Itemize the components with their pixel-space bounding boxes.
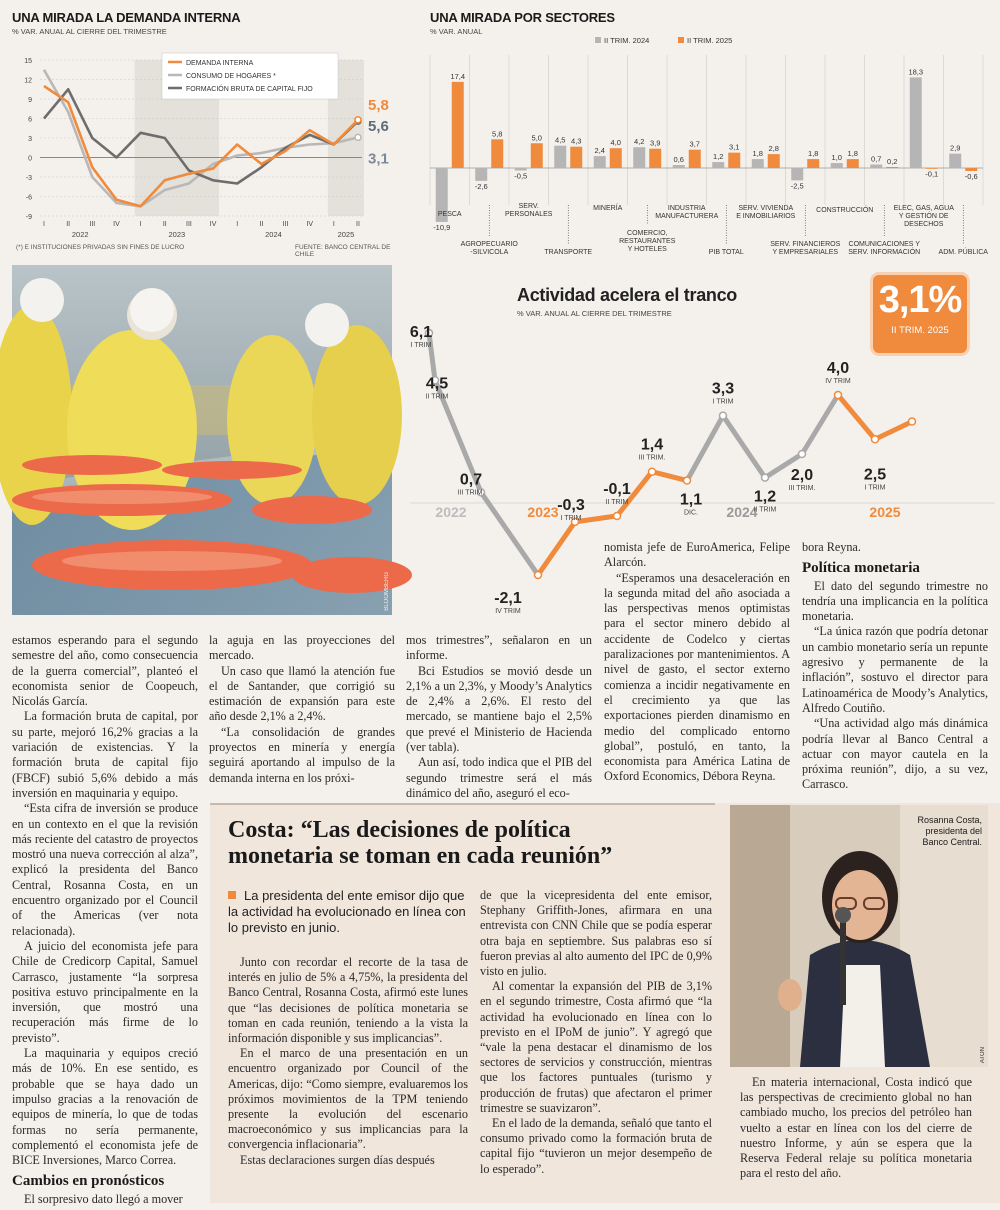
legend-label: DEMANDA INTERNA — [186, 60, 254, 67]
bar-2024 — [475, 168, 487, 181]
bar-2024 — [633, 147, 645, 168]
bar-2025 — [768, 154, 780, 168]
article-column-3 — [406, 633, 592, 801]
bar-value-label: 5,0 — [531, 133, 542, 143]
year-label: 2025 — [337, 230, 355, 239]
col1-para: A juicio del economista jefe para Chile de Credicorp Capital, Samuel Carrasco, justamente “la sorpresa positiva estuvo principalmente en la inversión, que mostró una recuperación más firme de lo previsto”. — [12, 938, 198, 1045]
x-tick-label: I — [236, 221, 239, 228]
bar-2025 — [610, 148, 622, 168]
bar-value-label: 1,2 — [713, 152, 724, 162]
point-period-label: I TRIM — [560, 514, 582, 522]
box-column-mid — [480, 888, 712, 1177]
box-rule — [210, 803, 715, 805]
chart-sectores — [430, 10, 990, 260]
point-value-label: 1,2 — [753, 488, 777, 506]
chart2-subtitle: % VAR. ANUAL — [430, 27, 483, 36]
bar-value-label: 3,7 — [689, 139, 700, 149]
x-tick-label: IV — [306, 221, 314, 228]
x-tick-label: IV — [209, 221, 217, 228]
bar-value-label: 1,8 — [752, 149, 763, 159]
box-lead-text: La presidenta del ente emisor dijo que la actividad ha evolucionado en línea con lo previsto en junio. — [228, 888, 466, 935]
category-label: SERV. VIVIENDA E INMOBILIARIOS — [736, 205, 796, 220]
col2-para: la aguja en las proyecciones del mercado. — [209, 633, 395, 663]
category-label: AGROPECUARIO -SILVICOLA — [460, 241, 518, 256]
point-period-label: I TRIM — [712, 398, 734, 406]
category-label: TRANSPORTE — [544, 249, 593, 256]
col3-para: Bci Estudios se movió desde un 2,1% a un 2,3%, y Moody’s Analytics de 2,4% a 2,6%. El resto del mercado, se mantiene bajo el 2,5% que prevé el Ministerio de Hacienda (ver tabla). — [406, 663, 592, 755]
point-value-label: -0,1 — [603, 480, 631, 498]
series-endpoint — [355, 117, 361, 123]
bar-value-label: 0,6 — [673, 155, 684, 165]
bar-2024 — [554, 146, 566, 168]
chart1-title: UNA MIRADA LA DEMANDA INTERNA — [12, 10, 241, 25]
x-tick-label: II — [356, 221, 360, 228]
bar-value-label: 17,4 — [450, 71, 466, 81]
bar-2025 — [847, 159, 859, 168]
bullet-square-icon — [228, 891, 236, 899]
legend-swatch — [678, 37, 684, 43]
year-label: 2022 — [435, 504, 467, 520]
bar-2024 — [910, 77, 922, 168]
category-label: PESCA — [437, 211, 462, 218]
col1-para: estamos esperando para el segundo semestre del año, como consecuencia de la guerra comercial”, planteó el economista senior de Coopeuch, Nicolás García. — [12, 633, 198, 709]
legend-label: II TRIM. 2024 — [604, 36, 650, 45]
y-tick-label: -6 — [25, 194, 32, 202]
bar-value-label: 1,8 — [847, 149, 858, 159]
bar-2025 — [531, 143, 543, 168]
growth-badge-value: 3,1% — [878, 279, 962, 321]
point-period-label: II TRIM — [425, 393, 449, 401]
bar-2024 — [673, 165, 685, 168]
point-period-label: II TRIM — [605, 498, 629, 506]
legend-label: FORMACIÓN BRUTA DE CAPITAL FIJO — [186, 86, 313, 93]
x-tick-label: III — [186, 221, 192, 228]
point-period-label: III TRIM. — [457, 489, 485, 497]
point-value-label: 1,1 — [679, 491, 703, 509]
bar-2025 — [807, 159, 819, 168]
bar-2025 — [649, 149, 661, 168]
line-2024 — [687, 395, 838, 481]
category-label: ELEC, GAS, AGUA Y GESTIÓN DE DESECHOS — [893, 205, 954, 228]
data-point — [614, 512, 621, 519]
point-period-label: II TRIM — [753, 506, 777, 514]
x-tick-label: I — [139, 221, 142, 228]
y-tick-label: 6 — [28, 116, 32, 124]
chart1-footnote: (*) E INSTITUCIONES PRIVADAS SIN FINES DE LUCRO — [16, 244, 185, 251]
category-label: ADM. PÚBLICA — [938, 249, 988, 256]
bar-value-label: 2,9 — [950, 143, 961, 153]
point-value-label: 4,0 — [826, 360, 850, 377]
x-tick-label: II — [259, 221, 264, 228]
series-endpoint — [355, 134, 361, 140]
legend-label: CONSUMO DE HOGARES * — [186, 73, 276, 80]
bar-value-label: 4,3 — [571, 136, 582, 146]
end-value-label: 3,1 — [368, 150, 389, 168]
point-value-label: 4,5 — [425, 375, 449, 393]
growth-badge-label: II TRIM. 2025 — [891, 325, 949, 336]
col3-para: Aun así, todo indica que el PIB del segundo trimestre será el más dinámico del año, aseguró el eco- — [406, 755, 592, 800]
bar-value-label: -0,1 — [925, 169, 939, 179]
bar-2024 — [831, 163, 843, 168]
category-label: MINERÍA — [593, 205, 623, 212]
category-label: PIB TOTAL — [708, 249, 744, 256]
data-point — [535, 571, 542, 578]
bar-2025 — [570, 147, 582, 168]
bar-2025 — [886, 167, 898, 168]
bar-2024 — [949, 154, 961, 168]
bar-value-label: -0,5 — [514, 171, 528, 181]
bar-2024 — [870, 165, 882, 168]
x-tick-label: III — [282, 221, 289, 228]
col1-para: El sorpresivo dato llegó a mover — [24, 1191, 183, 1206]
chart1-subtitle: % VAR. ANUAL AL CIERRE DEL TRIMESTRE — [12, 27, 167, 36]
data-point — [720, 412, 727, 419]
article-column-5 — [802, 540, 988, 793]
year-label: 2022 — [71, 230, 89, 239]
box-para: Estas declaraciones surgen días después — [240, 1152, 435, 1167]
box-column-right — [740, 1075, 972, 1181]
data-point — [872, 436, 879, 443]
point-value-label: -2,1 — [494, 589, 522, 607]
bar-value-label: 5,8 — [492, 129, 503, 139]
photo-illustration — [12, 265, 392, 615]
chart1-legend — [162, 53, 338, 99]
photo-credit: BLOOMBERG — [384, 572, 390, 611]
box-para: de que la vicepresidenta del ente emisor, Stephany Griffith-Jones, afirmara en una entrevista con CNN Chile que se podía esperar otra baja en septiembre. Sus palabras eso sí fueron previas al alto aumento del IPC de 0,9% visto en julio. — [480, 888, 712, 979]
x-tick-label: I — [332, 221, 335, 228]
col1-para: La formación bruta de capital, por su parte, mejoró 16,2% gracias a la variación de existencias. Y la formación bruta de capital fijo (FBCF) subió 5,6% debido a más inversión en maquinaria y equipo. — [12, 709, 198, 800]
box-para: Junto con recordar el recorte de la tasa de interés en julio de 5% a 4,75%, la presidenta del Banco Central, Rosanna Costa, afirmó este lunes que “las decisiones de política monetaria se toman en cada reunión, teniendo a la vista la información disponible y sus implicancias”. — [228, 955, 468, 1046]
point-value-label: -0,3 — [557, 496, 585, 514]
end-value-label: 5,8 — [368, 96, 389, 114]
year-label: 2024 — [265, 230, 282, 239]
bar-value-label: 0,2 — [887, 157, 898, 167]
bar-value-label: 1,8 — [808, 149, 819, 159]
bar-value-label: -2,6 — [474, 181, 488, 191]
article-column-4 — [604, 540, 790, 785]
rosanna-costa-photo — [730, 805, 988, 1067]
chart3-subtitle: % VAR. ANUAL AL CIERRE DEL TRIMESTRE — [517, 309, 672, 318]
bar-2025 — [491, 139, 503, 168]
bar-value-label: 0,7 — [871, 154, 882, 164]
col5-para: El dato del segundo trimestre no tendría una implicancia en la política monetaria. — [802, 578, 988, 624]
col4-para: nomista jefe de EuroAmerica, Felipe Alarcón. — [604, 540, 790, 570]
col2-para: “La consolidación de grandes proyectos en minería y energía seguirá aportando al impulso de la demanda interna en los próxi- — [209, 724, 395, 785]
end-value-label: 5,6 — [368, 118, 389, 136]
growth-badge — [873, 275, 967, 353]
y-tick-label: -3 — [25, 175, 32, 182]
data-point — [762, 474, 769, 481]
chart2-plot — [430, 10, 990, 260]
bar-2025 — [689, 150, 701, 168]
box-column-left — [228, 955, 468, 1168]
category-label: SERV. FINANCIEROS Y EMPRESARIALES — [770, 241, 841, 256]
point-value-label: 0,7 — [459, 471, 483, 489]
data-point — [835, 392, 842, 399]
data-point — [649, 468, 656, 475]
bar-2024 — [752, 159, 764, 168]
x-tick-label: II — [66, 221, 71, 228]
point-value-label: 6,1 — [409, 324, 433, 342]
point-value-label: 3,3 — [711, 380, 735, 398]
box-para: En el lado de la demanda, señaló que tanto el consumo privado como la formación bruta de capital fijo “tuvieron un mejor desempeño de lo esperado”. — [480, 1116, 712, 1176]
point-value-label: 1,4 — [640, 436, 664, 454]
point-value-label: 2,0 — [790, 467, 814, 484]
bar-value-label: 4,2 — [634, 137, 645, 147]
bar-value-label: 4,5 — [555, 135, 566, 145]
col3-para: mos trimestres”, señalaron en un informe. — [406, 633, 592, 663]
box-para: En materia internacional, Costa indicó que las perspectivas de crecimiento global no han cambiado mucho, los precios del petróleo han vuelto a estar en línea con los del cierre de nuestro Informe, y aún se espera que la Reserva Federal relaje su política monetaria para el resto del año. — [740, 1075, 972, 1181]
col5-para: bora Reyna. — [802, 540, 861, 554]
col4-para: “Esperamos una desaceleración en la segunda mitad del año asociada a las perspectivas menos optimistas para el sector minero debido al accidente de Codelco y ciertas paralizaciones por mantenimientos. A nivel de gasto, el sector externo comienza a incidir negativamente en el crecimiento ya que las exportaciones pierden dinamismo en medio del complicado entorno global”, postuló, en tanto, la economista para América Latina de Oxford Economics, Débora Reyna. — [604, 570, 790, 784]
point-value-label: 2,5 — [863, 466, 887, 484]
bar-value-label: 4,0 — [610, 138, 621, 148]
bar-value-label: -2,5 — [790, 181, 804, 191]
x-tick-label: II — [162, 221, 167, 228]
chart-demanda-interna — [12, 10, 402, 260]
y-tick-label: -9 — [25, 214, 32, 221]
bar-2024 — [594, 156, 606, 168]
category-label: COMUNICACIONES Y SERV. INFORMACIÓN — [848, 241, 921, 256]
category-label: INDUSTRIA MANUFACTURERA — [655, 205, 719, 220]
point-period-label: I TRIM — [864, 484, 886, 492]
col5-para: “Una actividad algo más dinámica podría llevar al Banco Central a actuar con mayor cautela en la próxima reunión”, dijo, a su vez, Carrasco. — [802, 716, 988, 792]
box-lead — [228, 888, 468, 936]
bar-2025 — [965, 168, 977, 171]
bar-value-label: -0,6 — [964, 171, 978, 181]
point-period-label: III TRIM. — [788, 485, 816, 492]
section-heading-pronosticos: Cambios en pronósticos — [12, 1173, 165, 1190]
line-2022 — [429, 333, 538, 575]
chart1-source: FUENTE: BANCO CENTRAL DE CHILE — [295, 244, 391, 258]
bar-value-label: 3,9 — [650, 138, 661, 148]
chart2-title: UNA MIRADA POR SECTORES — [430, 10, 615, 25]
x-tick-label: III — [89, 221, 96, 228]
bar-value-label: 18,3 — [908, 67, 924, 77]
box-headline: Costa: “Las decisiones de política monetaria se toman en cada reunión” — [228, 817, 613, 869]
section-heading-politica: Política monetaria — [802, 560, 920, 577]
bar-2025 — [728, 153, 740, 168]
col2-para: Un caso que llamó la atención fue el de Santander, que corrigió su estimación de expansión para este año desde 2,1% a 2,4%. — [209, 663, 395, 724]
year-label: 2023 — [168, 230, 186, 239]
y-tick-label: 12 — [24, 77, 32, 85]
point-period-label: III TRIM. — [638, 454, 666, 462]
article-column-1 — [12, 633, 198, 1207]
legend-swatch — [595, 37, 601, 43]
salmon-factory-photo — [12, 265, 392, 615]
year-label: 2024 — [726, 504, 758, 520]
point-period-label: DIC. — [684, 509, 698, 517]
chart1-plot — [12, 50, 402, 255]
col5-para: “La única razón que podría detonar un cambio monetario sería un repunte agresivo y permanente de la inflación”, sostuvo el director para Latinoamérica de Moody’s Analytics, Alfredo Coutiño. — [802, 624, 988, 715]
article-column-2 — [209, 633, 395, 786]
category-label: CONSTRUCCIÓN — [816, 207, 874, 214]
y-tick-label: 9 — [28, 97, 32, 104]
data-point — [799, 451, 806, 458]
point-period-label: IV TRIM — [825, 378, 851, 385]
bar-value-label: 2,8 — [768, 144, 779, 154]
bar-2025 — [452, 82, 464, 168]
bar-2024 — [515, 168, 527, 170]
photo-caption: Rosanna Costa, presidenta del Banco Central. — [917, 815, 982, 847]
bar-value-label: 2,4 — [594, 146, 605, 156]
bar-value-label: -10,9 — [433, 222, 451, 232]
x-tick-label: I — [43, 221, 45, 228]
bar-2024 — [712, 162, 724, 168]
chart3-title: Actividad acelera el tranco — [517, 285, 738, 305]
line-2025 — [838, 395, 912, 439]
col1-para: “Esta cifra de inversión se produce en un contexto en el que la revisión más reciente del catastro de proyectos mostró una nueva corrección al alza”, explicó la presidenta del Banco Central, Rosanna Costa, en un encuentro organizado por el Council of the Americas (ver nota relacionada). — [12, 801, 198, 938]
photo-credit-aton: ATON — [980, 1046, 986, 1063]
point-period-label: IV TRIM — [495, 607, 521, 615]
category-label: COMERCIO, RESTAURANTES Y HOTELES — [619, 230, 676, 253]
legend-label: II TRIM. 2025 — [687, 36, 733, 45]
y-tick-label: 15 — [24, 58, 32, 65]
data-point — [684, 477, 691, 484]
year-label: 2023 — [527, 504, 559, 520]
point-period-label: I TRIM — [410, 342, 432, 350]
bar-2024 — [791, 168, 803, 180]
box-para: Al comentar la expansión del PIB de 3,1% en el segundo trimestre, Costa afirmó que “la actividad ha evolucionado en línea con lo previsto en el IPoM de junio”. Y agregó que “vale la pena destacar el dinamismo de los sectores de servicios y construcción, mientras que los factores puntuales (turismo y producción de frutas) que afectaron el primer trimestre se suavizaron”. — [480, 979, 712, 1115]
y-tick-label: 0 — [28, 155, 32, 163]
box-para: En el marco de una presentación en un encuentro organizado por Council of the Americas, dijo: “Como siempre, evaluaremos los próximos movimientos de la TPM teniendo presente la evolución del escenario macroeconómico y sus implicancias para la convergencia inflacionaria”. — [228, 1046, 468, 1152]
x-tick-label: IV — [113, 221, 120, 228]
y-tick-label: 3 — [28, 136, 32, 143]
data-point — [909, 418, 916, 425]
bar-value-label: 3,1 — [729, 142, 740, 152]
bar-value-label: 1,0 — [831, 153, 842, 163]
year-label: 2025 — [869, 504, 901, 520]
costa-sidebar-box — [210, 803, 1000, 1203]
col1-para: La maquinaria y equipos creció más de 10%. En ese sentido, es probable que se haya dado un impulso gracias a la renovación de equipos de minería, lo que de todas formas no sería permanente, complementó el economista jefe de BICE Inversiones, Marco Correa. — [12, 1046, 198, 1168]
category-label: SERV. PERSONALES — [505, 203, 553, 218]
